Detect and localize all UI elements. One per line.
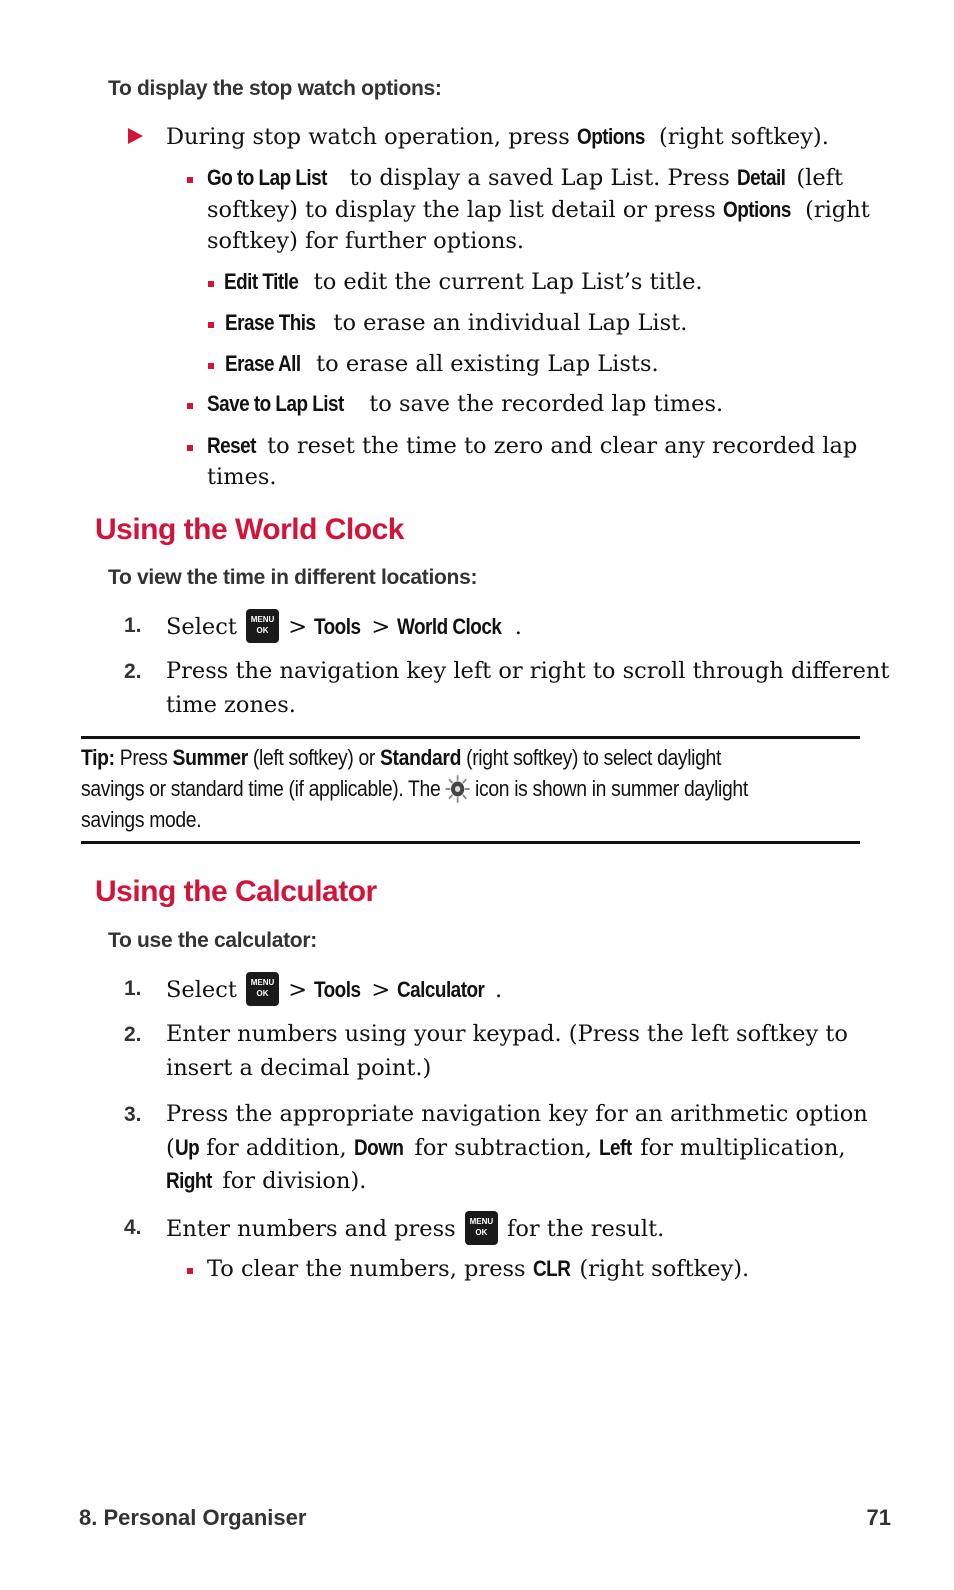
calculator-heading: To use the calculator:	[108, 929, 317, 952]
text: to erase an individual Lap List.	[326, 310, 688, 336]
clr-key: CLR	[532, 1256, 571, 1281]
text: (left	[789, 165, 844, 191]
calculator-title: Using the Calculator	[95, 875, 377, 908]
clear-numbers-item	[207, 1252, 749, 1286]
text: for addition,	[198, 1135, 354, 1161]
goto-lap-list-line2	[207, 193, 870, 227]
text: softkey) to display the lap list detail or press	[207, 197, 724, 223]
square-bullet-icon	[208, 322, 214, 328]
text: for subtraction,	[407, 1135, 600, 1161]
step-number: 1.	[124, 614, 142, 637]
goto-lap-list-key: Go to Lap List	[207, 165, 327, 190]
edit-title-item	[224, 265, 703, 299]
square-bullet-icon	[187, 177, 193, 183]
text: savings mode.	[81, 807, 202, 832]
erase-all-key: Erase All	[225, 351, 301, 376]
text: During stop watch operation, press	[166, 124, 577, 150]
calculator-key: Calculator	[397, 977, 485, 1002]
calculator-step3: Press the appropriate navigation key for an arithmetic option	[166, 1101, 868, 1127]
text: (right softkey).	[572, 1256, 750, 1282]
step-number: 2.	[124, 1023, 142, 1046]
square-bullet-icon	[187, 445, 193, 451]
text: .	[495, 977, 503, 1003]
down-key: Down	[353, 1135, 404, 1160]
tip-line2-inner	[81, 773, 748, 804]
menu-key-label: MENU	[250, 615, 275, 624]
calculator-step2: Enter numbers using your keypad. (Press the left softkey to	[166, 1021, 848, 1047]
stopwatch-options-heading: To display the stop watch options:	[108, 77, 442, 100]
world-clock-heading: To view the time in different locations:	[108, 566, 478, 589]
reset-item	[207, 429, 857, 463]
save-to-lap-list-key: Save to Lap List	[207, 391, 344, 416]
goto-lap-list-line3: softkey) for further options.	[207, 228, 525, 254]
goto-lap-list-item	[207, 161, 843, 195]
tip-line2	[81, 773, 871, 804]
calculator-step1	[166, 972, 502, 1007]
menu-ok-key-icon	[246, 972, 279, 1006]
tip-label: Tip:	[81, 745, 115, 770]
ok-key-label: OK	[475, 1228, 488, 1237]
tools-key: Tools	[314, 977, 361, 1002]
world-clock-step2: Press the navigation key left or right to scroll through different	[166, 658, 890, 684]
text: .	[514, 614, 522, 640]
calculator-step3-line2	[166, 1131, 846, 1165]
calculator-step4	[166, 1211, 664, 1246]
left-key: Left	[599, 1135, 632, 1160]
summer-key: Summer	[172, 745, 248, 770]
edit-title-key: Edit Title	[224, 269, 299, 294]
text: (left softkey) or	[247, 745, 380, 770]
text: Select	[166, 977, 245, 1003]
separator: >	[364, 614, 398, 640]
tip-bottom-rule	[81, 841, 860, 844]
ok-key-label: OK	[256, 626, 269, 635]
options-key: Options	[576, 124, 645, 149]
text: for the result.	[499, 1216, 665, 1242]
square-bullet-icon	[208, 281, 214, 287]
separator: >	[281, 977, 315, 1003]
square-bullet-icon	[187, 403, 193, 409]
triangle-bullet-icon	[128, 128, 143, 144]
step-number: 4.	[124, 1216, 142, 1239]
ok-key-label: OK	[256, 989, 269, 998]
standard-key: Standard	[379, 745, 462, 770]
square-bullet-icon	[187, 1268, 193, 1274]
text: (right softkey) to select daylight	[461, 745, 721, 770]
menu-key-label: MENU	[250, 978, 275, 987]
world-clock-step2-line2: time zones.	[166, 692, 296, 718]
up-key: Up	[174, 1135, 199, 1160]
calculator-step2-line2: insert a decimal point.)	[166, 1055, 432, 1081]
text: Select	[166, 614, 245, 640]
text: Enter numbers and press	[166, 1216, 463, 1242]
separator: >	[364, 977, 398, 1003]
erase-this-item	[225, 306, 687, 340]
step-number: 1.	[124, 977, 142, 1000]
detail-key: Detail	[736, 165, 786, 190]
text: to save the recorded lap times.	[362, 391, 724, 417]
text: for multiplication,	[633, 1135, 846, 1161]
separator: >	[281, 614, 315, 640]
text: (	[166, 1135, 175, 1161]
tip-line3	[81, 804, 871, 835]
save-to-lap-list-item	[207, 387, 723, 421]
text: To clear the numbers, press	[207, 1256, 533, 1282]
step-number: 3.	[124, 1103, 142, 1126]
tip-line1	[81, 742, 871, 773]
footer-section-name: 8. Personal Organiser	[79, 1505, 307, 1530]
menu-ok-key-icon	[246, 609, 279, 643]
menu-key-label: MENU	[469, 1217, 494, 1226]
square-bullet-icon	[208, 363, 214, 369]
tip-line1-inner	[81, 742, 721, 773]
world-clock-step1	[166, 609, 522, 644]
calculator-step3-line3	[166, 1164, 366, 1198]
text: savings or standard time (if applicable). The	[81, 776, 446, 801]
text: icon is shown in summer daylight	[470, 776, 748, 801]
tip-top-rule	[81, 736, 860, 739]
summer-time-icon	[445, 775, 470, 803]
text: to reset the time to zero and clear any recorded lap	[259, 433, 858, 459]
reset-key: Reset	[207, 433, 256, 458]
text: Press	[114, 745, 173, 770]
reset-line2: times.	[207, 464, 277, 490]
erase-this-key: Erase This	[225, 310, 316, 335]
page-number: 71	[866, 1505, 891, 1530]
tools-key: Tools	[314, 614, 361, 639]
stopwatch-bullet	[166, 120, 829, 154]
text: to display a saved Lap List. Press	[342, 165, 737, 191]
right-key: Right	[166, 1168, 212, 1193]
text: (right softkey).	[651, 124, 829, 150]
step-number: 2.	[124, 660, 142, 683]
erase-all-item	[225, 347, 659, 381]
text: to edit the current Lap List’s title.	[306, 269, 703, 295]
options-key: Options	[723, 197, 791, 222]
menu-ok-key-icon	[465, 1211, 498, 1245]
text: for division).	[215, 1168, 367, 1194]
text: (right	[797, 197, 870, 223]
text: to erase all existing Lap Lists.	[308, 351, 659, 377]
world-clock-key: World Clock	[397, 614, 502, 639]
world-clock-title: Using the World Clock	[95, 513, 404, 546]
